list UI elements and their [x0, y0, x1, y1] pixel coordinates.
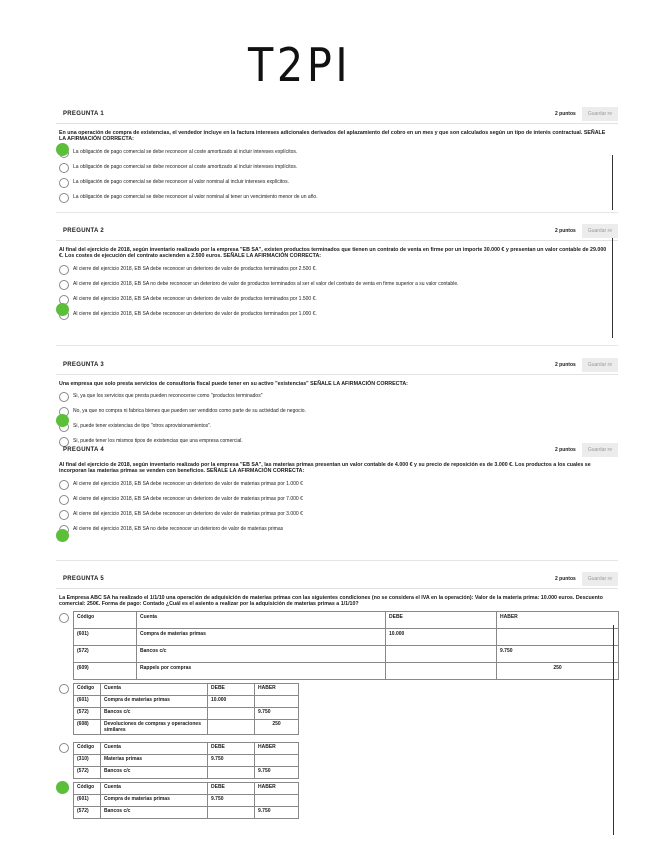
table-row: (609) Rappels por compras 250	[74, 663, 619, 680]
points-label: 2 puntos	[554, 576, 576, 582]
question-header	[56, 222, 618, 241]
radio-button[interactable]	[59, 280, 69, 290]
table-row: (572) Bancos c/c 9.750	[74, 767, 299, 779]
question-header	[56, 356, 618, 375]
answer-option[interactable]	[59, 742, 299, 779]
points-label: 2 puntos	[554, 447, 576, 453]
selected-answer-marker	[56, 143, 69, 156]
question-2	[56, 222, 618, 320]
table-header-row: Código Cuenta DEBE HABER	[74, 783, 299, 795]
answer-option[interactable]: Al cierre del ejercicio 2018, EB SA no debe reconocer un deterioro de valor de materias primas	[59, 526, 618, 535]
journal-entry-table	[73, 611, 619, 680]
handwritten-title: T2PI	[248, 38, 352, 92]
table-row: (572) Bancos c/c 9.750	[74, 807, 299, 819]
save-answer-button[interactable]: Guardar re	[582, 572, 618, 586]
radio-button[interactable]	[59, 613, 69, 623]
answer-option[interactable]: La obligación de pago comercial se debe reconocer al valor nominal al tener un vencimiento menor de un año.	[59, 194, 618, 203]
answer-option[interactable]: Al cierre del ejercicio 2018, EB SA debe reconocer un deterioro de valor de productos terminados por 2.500 €.	[59, 266, 618, 275]
table-row: (601) Compra de materias primas 9.750	[74, 795, 299, 807]
table-header-row: Código Cuenta DEBE HABER	[74, 743, 299, 755]
table-row: (572) Bancos c/c 9.750	[74, 708, 299, 720]
selected-answer-marker	[56, 303, 69, 316]
selected-answer-marker	[56, 414, 69, 427]
table-row: (601) Compra de materias primas 10.000	[74, 696, 299, 708]
question-label: PREGUNTA 5	[63, 576, 105, 582]
divider	[612, 155, 613, 210]
radio-button[interactable]	[59, 495, 69, 505]
journal-entry-table	[73, 742, 299, 779]
answer-option[interactable]: La obligación de pago comercial se debe reconocer al coste amortizado al incluir intereses implícitos.	[59, 164, 618, 173]
table-header-row: Código Cuenta DEBE HABER	[74, 612, 619, 629]
radio-button[interactable]	[59, 265, 69, 275]
question-stem: Al final del ejercicio de 2018, según inventario realizado por la empresa "EB SA", las materias primas presentan un valor contable de 4.000 € y su precio de reposición es de 3.000 €. Los productos a los cuales se incorporan las materias primas se venden con beneficios. SEÑALE LA AFIRMACIÓN CORRECTA:	[59, 462, 591, 475]
answer-option[interactable]: Si, puede tener los mismos tipos de existencias que una empresa comercial.	[59, 438, 618, 447]
table-header-row: Código Cuenta DEBE HABER	[74, 684, 299, 696]
question-stem: Una empresa que solo presta servicios de consultoría fiscal puede tener en su activo "existencias" SEÑALE LA AFIRMACIÓN CORRECTA:	[59, 381, 408, 387]
selected-answer-marker	[56, 529, 69, 542]
question-header	[56, 570, 618, 589]
question-3	[56, 356, 618, 447]
question-header	[56, 105, 618, 124]
points-label: 2 puntos	[554, 111, 576, 117]
question-stem: La Empresa ABC SA ha realizado el 1/1/10 una operación de adquisición de materias primas con las siguientes condiciones (no se considera el IVA en la operación): Valor de la materia prima: 10.000 euros. Descuento comercial: 250€. Forma de pago: Contado ¿Cuál es el asiento a realizar por la adquisición de materias primas a 1/1/10?	[59, 595, 603, 608]
table-row: (572) Bancos c/c 9.750	[74, 646, 619, 663]
journal-entry-table	[73, 782, 299, 819]
divider	[612, 238, 613, 338]
answer-option[interactable]	[59, 683, 299, 735]
question-1	[56, 105, 618, 203]
answer-option[interactable]: Si, ya que los servicios que presta pueden reconocerse como "productos terminados"	[59, 393, 618, 402]
table-row: (601) Compra de materias primas 10.000	[74, 629, 619, 646]
radio-button[interactable]	[59, 193, 69, 203]
divider	[56, 212, 618, 213]
save-answer-button[interactable]: Guardar re	[582, 107, 618, 121]
divider	[613, 625, 614, 835]
radio-button[interactable]	[59, 392, 69, 402]
radio-button[interactable]	[59, 480, 69, 490]
answer-option[interactable]: Al cierre del ejercicio 2018, EB SA no debe reconocer un deterioro de valor de productos terminados al ser el valor del contrato de venta en firme superior a su valor contable.	[59, 281, 618, 290]
question-label: PREGUNTA 3	[63, 362, 105, 368]
answer-option[interactable]: Si, puede tener existencias de tipo "otros aprovisionamientos".	[59, 423, 618, 432]
answer-option[interactable]: Al cierre del ejercicio 2018, EB SA debe reconocer un deterioro de valor de productos terminados por 1.500 €.	[59, 296, 618, 305]
radio-button[interactable]	[59, 743, 69, 753]
table-row: (608) Devoluciones de compras y operaciones similares 250	[74, 720, 299, 735]
divider	[56, 560, 618, 561]
question-header	[56, 441, 618, 459]
points-label: 2 puntos	[554, 362, 576, 368]
save-answer-button[interactable]: Guardar re	[582, 224, 618, 238]
radio-button[interactable]	[59, 163, 69, 173]
points-label: 2 puntos	[554, 228, 576, 234]
answer-option[interactable]: Al cierre del ejercicio 2018, EB SA debe reconocer un deterioro de valor de productos terminados por 1.000 €.	[59, 311, 618, 320]
question-label: PREGUNTA 4	[63, 447, 105, 453]
answer-option[interactable]	[59, 611, 619, 680]
answer-option[interactable]: La obligación de pago comercial se debe reconocer al coste amortizado al incluir intereses explícitos.	[59, 149, 618, 158]
question-label: PREGUNTA 1	[63, 111, 105, 117]
answer-option[interactable]: Al cierre del ejercicio 2018, EB SA debe reconocer un deterioro de valor de materias primas por 1.000 €	[59, 481, 618, 490]
table-row: (310) Materias primas 9.750	[74, 755, 299, 767]
question-stem: Al final del ejercicio de 2018, según inventario realizado por la empresa "EB SA", existen productos terminados que tienen un contrato de venta en firme por un importe 30.000 € y presentan un valor contable de 29.000 €. Los costes de ejecución del contrato ascienden a 2.500 euros. SEÑALE LA AFIRMACIÓN CORRECTA:	[59, 247, 607, 260]
question-stem: En una operación de compra de existencias, el vendedor incluye en la factura intereses adicionales derivados del aplazamiento del cobro en un mes y que son calculados según un tipo de interés contractual. SEÑALE LA AFIRMACIÓN CORRECTA:	[59, 130, 606, 143]
answer-option[interactable]	[59, 782, 299, 819]
divider	[56, 345, 618, 346]
radio-button[interactable]	[59, 510, 69, 520]
answer-option[interactable]: No, ya que no compra ni fabrica bienes que pueden ser vendidos como parte de su actividad de negocio.	[59, 408, 618, 417]
selected-answer-marker	[56, 781, 69, 794]
save-answer-button[interactable]: Guardar re	[582, 443, 618, 457]
radio-button[interactable]	[59, 178, 69, 188]
answer-option[interactable]: Al cierre del ejercicio 2018, EB SA debe reconocer un deterioro de valor de materias primas por 7.000 €	[59, 496, 618, 505]
question-4	[56, 441, 618, 535]
journal-entry-table	[73, 683, 299, 735]
question-label: PREGUNTA 2	[63, 228, 105, 234]
save-answer-button[interactable]: Guardar re	[582, 358, 618, 372]
question-5	[56, 570, 618, 610]
answer-option[interactable]: La obligación de pago comercial se debe reconocer al valor nominal al incluir intereses explícitos.	[59, 179, 618, 188]
radio-button[interactable]	[59, 684, 69, 694]
answer-option[interactable]: Al cierre del ejercicio 2018, EB SA debe reconocer un deterioro de valor de materias primas por 3.000 €	[59, 511, 618, 520]
